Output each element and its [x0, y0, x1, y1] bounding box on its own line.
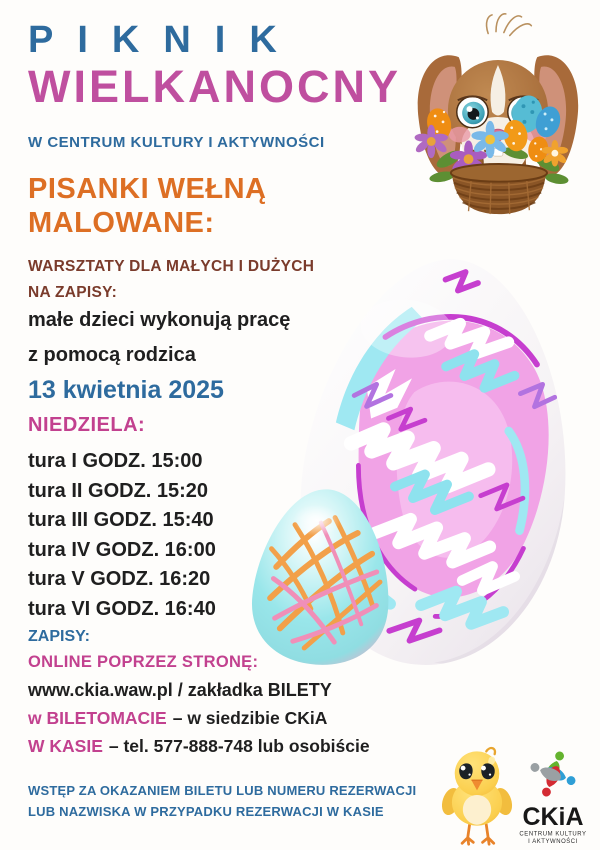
- bunny-tuft: [487, 14, 532, 36]
- tour-item: tura IV GODZ. 16:00: [28, 538, 216, 561]
- workshop-audience-line1: WARSZTATY DLA MAŁYCH I DUŻYCH: [28, 258, 315, 275]
- tour-item: tura III GODZ. 15:40: [28, 509, 214, 531]
- ckia-logo-acronym: CKiA: [522, 802, 584, 831]
- chick-legs: [462, 825, 494, 845]
- tour-schedule: [28, 447, 216, 624]
- tour-item: tura II GODZ. 15:20: [28, 479, 209, 502]
- ckia-logo-mark: [528, 749, 577, 798]
- signup-online-label: ONLINE POPRZEZ STRONĘ:: [28, 653, 259, 671]
- event-date: 13 kwietnia 2025: [28, 376, 224, 404]
- signup-website: www.ckia.waw.pl / zakładka BILETY: [28, 680, 332, 700]
- ticket-machine-detail: – w siedzibie CKiA: [172, 708, 328, 728]
- signup-cash-desk: [28, 736, 370, 757]
- tour-item: tura VI GODZ. 16:40: [28, 597, 216, 620]
- ckia-logo-caption-line1: CENTRUM KULTURY: [519, 831, 587, 838]
- workshop-heading-line2: MALOWANE:: [28, 207, 215, 240]
- ckia-logo: [505, 748, 600, 848]
- poster-title-line1: PIKNIK: [28, 19, 301, 61]
- workshop-note: [28, 303, 290, 373]
- signup-ticket-machine: [28, 708, 327, 729]
- poster-title-line2: WIELKANOCNY: [28, 61, 401, 112]
- basket: [451, 164, 547, 214]
- bunny-illustration: [396, 10, 596, 218]
- chick-tuft: [486, 748, 495, 754]
- tour-item: tura V GODZ. 16:20: [28, 568, 211, 590]
- entry-conditions-line1: WSTĘP ZA OKAZANIEM BILETU LUB NUMERU REZERWACJI: [28, 783, 417, 798]
- ckia-logo-caption-line2: I AKTYWNOŚCI: [528, 839, 578, 846]
- signup-heading: ZAPISY:: [28, 628, 90, 645]
- ticket-machine-label: w BILETOMACIE: [28, 708, 167, 728]
- workshop-heading: [28, 172, 267, 240]
- patterned-egg-illustration: [242, 478, 403, 676]
- bunny-cheek: [449, 127, 471, 143]
- cash-desk-label: W KASIE: [28, 736, 103, 756]
- entry-conditions: [28, 780, 416, 822]
- tour-item: tura I GODZ. 15:00: [28, 450, 203, 472]
- workshop-audience: [28, 254, 314, 306]
- workshop-heading-line1: PISANKI WEŁNĄ: [28, 173, 267, 205]
- poster-subtitle: W CENTRUM KULTURY I AKTYWNOŚCI: [28, 134, 325, 151]
- cash-desk-detail: – tel. 577-888-748 lub osobiście: [108, 736, 370, 756]
- workshop-note-line1: małe dzieci wykonują pracę: [28, 309, 291, 331]
- workshop-audience-line2: NA ZAPISY:: [28, 284, 118, 302]
- entry-conditions-line2: LUB NAZWISKA W PRZYPADKU REZERWACJI W KASIE: [28, 804, 384, 820]
- event-day: NIEDZIELA:: [28, 414, 146, 436]
- workshop-note-line2: z pomocą rodzica: [28, 344, 196, 366]
